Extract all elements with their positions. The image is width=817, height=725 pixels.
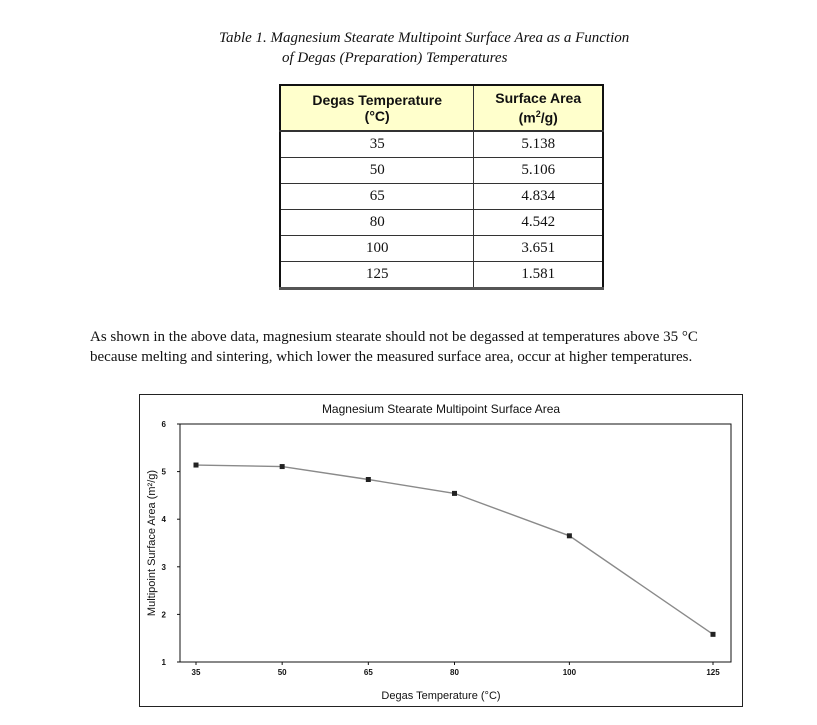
header-surface-area: Surface Area $(m^2/g)$ [474,85,603,131]
data-point [452,491,457,496]
area-cell: 4.542 [474,210,603,236]
x-tick-label: 35 [191,668,201,677]
area-cell: 4.834 [474,184,603,210]
surface-area-chart [139,394,743,707]
y-tick-label: 1 [161,658,166,667]
temp-cell: 35 [280,131,474,158]
table-row [280,236,603,262]
data-point [366,477,371,482]
table-row [280,210,603,236]
x-tick-label: 80 [450,668,459,677]
plot-area-frame [180,424,731,662]
table-header-row [280,85,603,131]
header-degas-temperature: Degas Temperature (°C) [280,85,474,131]
temp-cell: 65 [280,184,474,210]
x-tick-label: 65 [363,668,373,677]
y-tick-label: 4 [161,515,166,525]
temp-cell: 100 [280,236,474,262]
surface-area-table [279,84,604,290]
y-tick-label: 3 [161,562,166,572]
chart-svg [140,395,742,706]
paragraph-line-1: As shown in the above data, magnesium stearate should not be degassed at temperatures above 35 °C [90,329,698,345]
area-cell: 5.106 [474,158,603,184]
temp-cell: 125 [280,262,474,289]
table-row [280,184,603,210]
y-tick-label: 6 [161,420,166,429]
caption-line-2: of Degas (Preparation) Temperatures [282,50,508,66]
data-point [194,463,199,468]
y-tick-label: 2 [161,610,166,620]
caption-line-1: Table 1. Magnesium Stearate Multipoint Surface Area as a Function [219,30,630,46]
temp-cell: 80 [280,210,474,236]
y-tick-label: 5 [161,467,166,477]
series-line [196,465,713,634]
table-row [280,158,603,184]
area-cell: 3.651 [474,236,603,262]
table-row [280,131,603,158]
area-cell: 5.138 [474,131,603,158]
chart-title: Magnesium Stearate Multipoint Surface Area [321,402,561,416]
data-point [567,533,572,538]
data-point [280,464,285,469]
area-cell: 1.581 [474,262,603,289]
temp-cell: 50 [280,158,474,184]
body-paragraph [90,327,790,367]
x-tick-label: 125 [706,668,720,677]
paragraph-line-2: because melting and sintering, which lower the measured surface area, occur at higher temperatures. [90,349,693,365]
x-tick-label: 100 [562,668,577,677]
x-tick-label: 50 [277,668,287,677]
y-axis-label: Multipoint Surface Area (m²/g) [146,469,158,617]
x-axis-label: Degas Temperature (°C) [381,690,501,702]
table-row [280,262,603,289]
data-point [711,632,716,637]
table-caption [219,28,739,68]
